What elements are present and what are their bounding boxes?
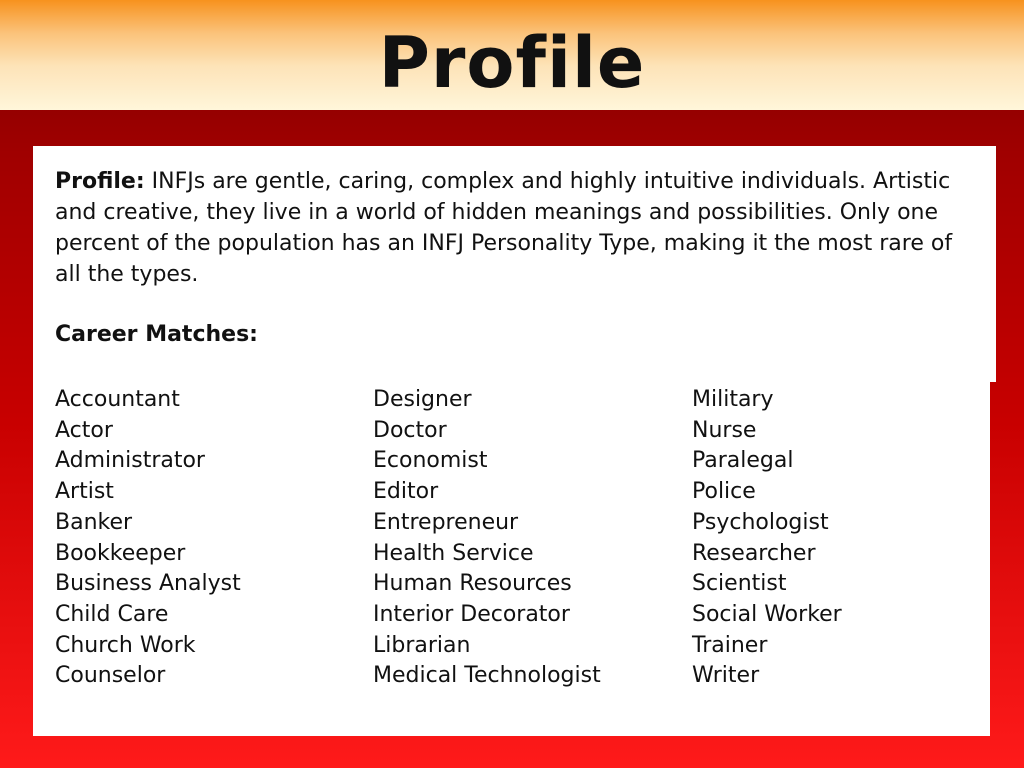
list-item: Administrator [55, 448, 205, 474]
list-item: Researcher [692, 540, 816, 566]
list-item: Accountant [55, 387, 180, 412]
list-item: Artist [55, 479, 114, 505]
list-item: Writer [692, 663, 760, 689]
list-item: Librarian [373, 632, 471, 658]
list-item: Editor [373, 479, 439, 505]
list-item: Child Care [55, 601, 169, 627]
list-item: Medical Technologist [373, 663, 601, 689]
list-item: Actor [55, 417, 113, 443]
list-item: Military [692, 387, 774, 412]
profile-label: Profile: [55, 169, 145, 194]
list-item: Economist [373, 448, 488, 474]
profile-text: INFJs are gentle, caring, complex and highly intuitive individuals. Artistic and creative, they live in a world of hidden meanings and possibilities. Only one percent of the population has an INFJ Personality Type, making it the most rare of all the types. [55, 169, 953, 287]
list-item: Entrepreneur [373, 509, 519, 535]
career-list-column-2 [373, 385, 601, 692]
profile-paragraph [55, 166, 975, 290]
list-item: Human Resources [373, 571, 572, 597]
list-item: Bookkeeper [55, 540, 186, 566]
slide-title: Profile [378, 22, 646, 104]
list-item: Nurse [692, 417, 757, 443]
list-item: Interior Decorator [373, 601, 570, 627]
list-item: Health Service [373, 540, 534, 566]
list-item: Psychologist [692, 509, 829, 535]
list-item: Designer [373, 387, 472, 412]
list-item: Paralegal [692, 448, 794, 474]
career-matches-heading: Career Matches: [55, 322, 258, 347]
list-item: Church Work [55, 632, 196, 658]
list-item: Social Worker [692, 601, 842, 627]
list-item: Police [692, 479, 756, 505]
list-item: Scientist [692, 571, 787, 597]
title-reflection [0, 110, 1024, 146]
list-item: Counselor [55, 663, 166, 689]
list-item: Trainer [692, 632, 768, 658]
list-item: Doctor [373, 417, 447, 443]
list-item: Banker [55, 509, 133, 535]
list-item: Business Analyst [55, 571, 241, 597]
career-list-column-1 [55, 385, 241, 692]
career-list-column-3 [692, 385, 842, 692]
panel-notch [990, 146, 996, 382]
